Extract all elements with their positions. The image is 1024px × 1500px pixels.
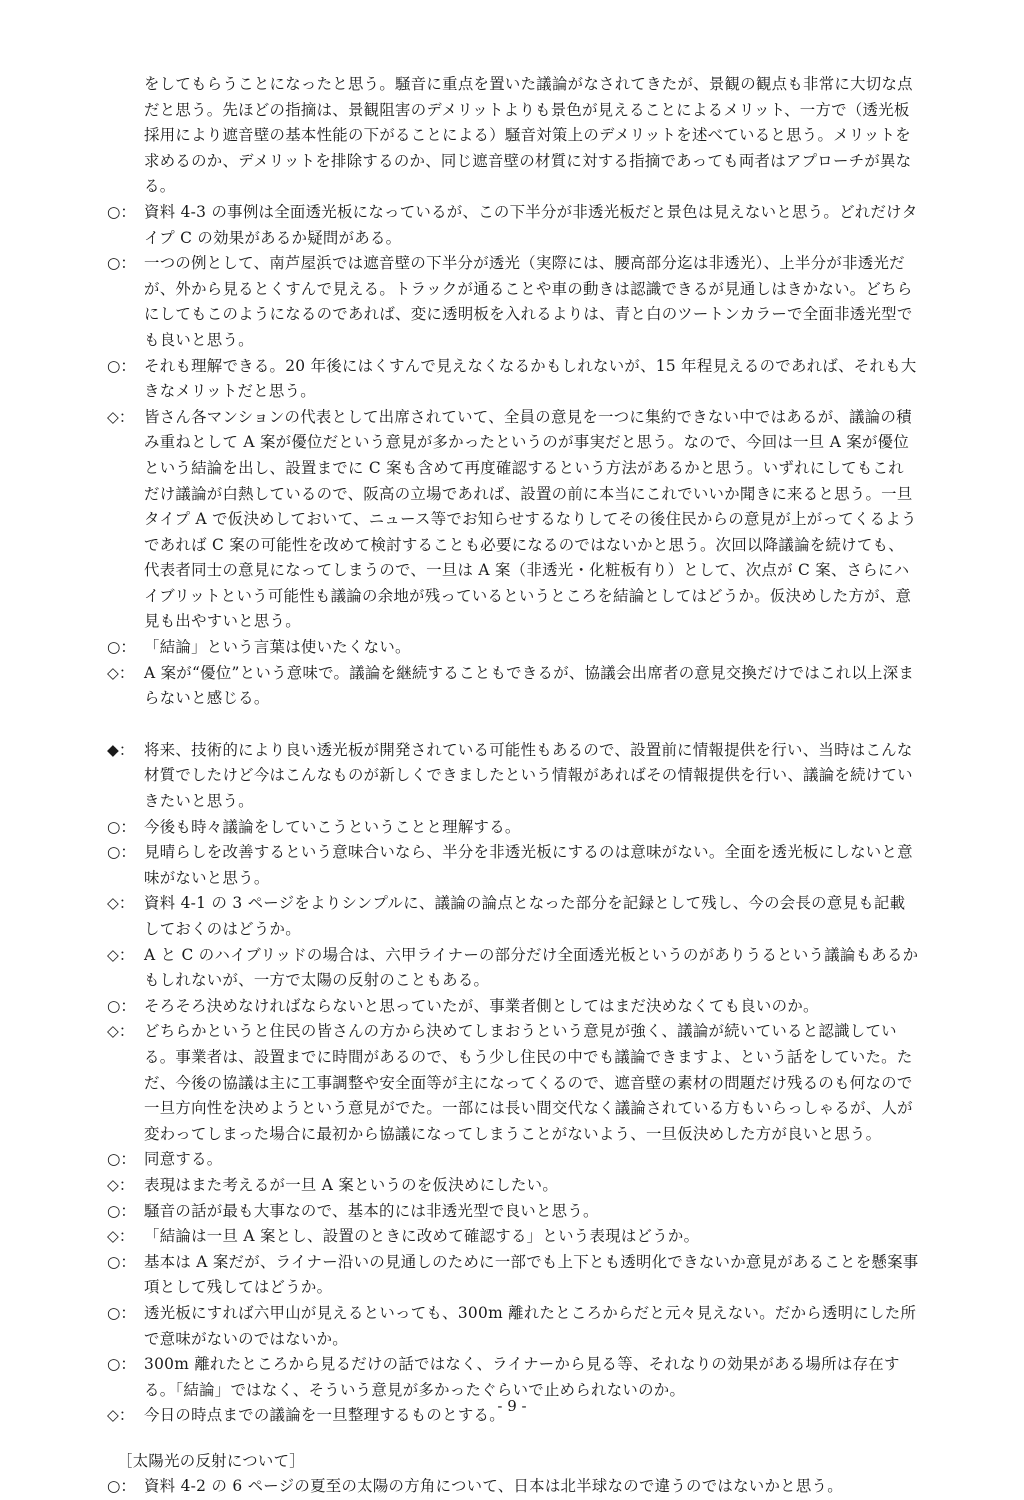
- comment-text: A 案が“優位”という意味で。議論を継続することもできるが、協議会出席者の意見交換だけではこれ以上深まらないと感じる。: [144, 663, 915, 708]
- comment-text: 「結論は一旦 A 案とし、設置のときに改めて確認する」という表現はどうか。: [144, 1227, 700, 1246]
- comment-text: 今後も時々議論をしていこうということと理解する。: [144, 817, 521, 836]
- comment-entry: [107, 1224, 919, 1250]
- continuation-paragraph: をしてもらうことになったと思う。騒音に重点を置いた議論がなされてきたが、景観の観点も非常に大切な点だと思う。先ほどの指摘は、景観阻害のデメリットよりも景色が見えることによるメリット、一方で（透光板採用により遮音壁の基本性能の下がることによる）騒音対策上のデメリットを述べていると思う。メリットを求めるのか、デメリットを排除するのか、同じ遮音壁の材質に対する指摘であっても両者はアプローチが異なる。: [144, 75, 913, 196]
- comment-text: 透光板にすれば六甲山が見えるといっても、300m 離れたところからだと元々見えない。だから透明にした所で意味がないのではないか。: [144, 1303, 917, 1348]
- comment-entry: [107, 1352, 919, 1403]
- comment-entry: [107, 738, 919, 815]
- comment-entry: [107, 994, 919, 1020]
- speaker-marker: ○：: [107, 254, 136, 273]
- comment-entry: [107, 1301, 919, 1352]
- speaker-marker: ◇：: [107, 663, 135, 682]
- comment-text: 見晴らしを改善するという意味合いなら、半分を非透光板にするのは意味がない。全面を透光板にしないと意味がないと思う。: [144, 843, 913, 887]
- speaker-marker: ◇：: [107, 407, 135, 426]
- minutes-body: [107, 72, 919, 1500]
- comment-text: 一つの例として、南芦屋浜では遮音壁の下半分が透光（実際には、腰高部分迄は非透光）、上半分が非透光だが、外から見るとくすんで見える。トラックが通ることや車の動きは認識できるが見通しはきかない。どちらにしてもこのようになるのであれば、変に透明板を入れるよりは、青と白のツートンカラーで全面非透光型でも良いと思う。: [144, 254, 913, 349]
- speaker-marker: ◆：: [107, 740, 135, 759]
- comment-text: 「結論」という言葉は使いたくない。: [144, 638, 411, 657]
- comment-entry: [107, 1173, 919, 1199]
- speaker-marker: ○：: [107, 843, 136, 862]
- speaker-marker: ○：: [107, 1201, 136, 1220]
- speaker-marker: ○：: [107, 1303, 136, 1322]
- comment-entry: [107, 1250, 919, 1301]
- comment-text: そろそろ決めなければならないと思っていたが、事業者側としてはまだ決めなくても良いのか。: [144, 996, 819, 1015]
- comment-text: 表現はまた考えるが一旦 A 案というのを仮決めにしたい。: [144, 1175, 559, 1194]
- speaker-marker: ◇：: [107, 894, 135, 913]
- comment-group-a: [107, 200, 919, 712]
- comment-entry: [107, 354, 919, 405]
- comment-text: 資料 4-1 の 3 ページをよりシンプルに、議論の論点となった部分を記録として残し、今の会長の意見も記載しておくのはどうか。: [144, 894, 906, 938]
- speaker-marker: ○：: [107, 1252, 136, 1271]
- comment-text: 皆さん各マンションの代表として出席されていて、全員の意見を一つに集約できない中ではあるが、議論の積み重ねとして A 案が優位だという意見が多かったというのが事実だと思う。なので、今回は一旦 A 案が優位という結論を出し、設置までに C 案も含めて再度確認するという方法があるかと思う。いずれにしてもこれだけ議論が白熱しているので、阪高の立場であれば、設置の前に本当にこれでいいか聞きに来ると思う。一旦タイプ A で仮決めしておいて、ニュース等でお知らせするなりしてその後住民からの意見が上がってくるようであれば C 案の可能性を改めて検討することも必要になるのではないかと思う。次回以降議論を続けても、代表者同士の意見になってしまうので、一旦は A 案（非透光・化粧板有り）として、次点が C 案、さらにハイブリットという可能性も議論の余地が残っているというところを結論としてはどうか。仮決めした方が、意見も出やすいと思う。: [144, 407, 917, 631]
- comment-entry: [107, 815, 919, 841]
- speaker-marker: ○：: [107, 202, 136, 221]
- comment-group-c: [107, 1474, 919, 1500]
- speaker-marker: ○：: [107, 1477, 136, 1496]
- speaker-marker: ○：: [107, 817, 136, 836]
- section-heading: ［太陽光の反射について］: [117, 1451, 305, 1470]
- comment-entry: [107, 891, 919, 942]
- comment-text: A と C のハイブリッドの場合は、六甲ライナーの部分だけ全面透光板というのがありうるという議論もあるかもしれないが、一方で太陽の反射のこともある。: [144, 945, 919, 990]
- speaker-marker: ◇：: [107, 945, 135, 964]
- comment-entry: [107, 840, 919, 891]
- comment-entry: [107, 635, 919, 661]
- comment-entry: [107, 251, 919, 353]
- speaker-marker: ○：: [107, 1150, 136, 1169]
- comment-text: 資料 4-2 の 6 ページの夏至の太陽の方角について、日本は北半球なので違うのではないかと思う。: [144, 1477, 843, 1496]
- comment-text: 騒音の話が最も大事なので、基本的には非透光型で良いと思う。: [144, 1201, 599, 1220]
- comment-entry: [107, 1019, 919, 1147]
- speaker-marker: ○：: [107, 1355, 136, 1374]
- speaker-marker: ○：: [107, 996, 136, 1015]
- comment-text: 資料 4-3 の事例は全面透光板になっているが、この下半分が非透光板だと景色は見えないと思う。どれだけタイプ C の効果があるか疑問がある。: [144, 202, 918, 247]
- blank-line: [107, 712, 919, 738]
- comment-text: 300m 離れたところから見るだけの話ではなく、ライナーから見る等、それなりの効果がある場所は存在する。「結論」ではなく、そういう意見が多かったぐらいで止められないのか。: [144, 1355, 900, 1399]
- page-number: - 9 -: [497, 1397, 527, 1415]
- comment-entry: [107, 1474, 919, 1500]
- comment-entry: [107, 943, 919, 994]
- comment-text: それも理解できる。20 年後にはくすんで見えなくなるかもしれないが、15 年程見えるのであれば、それも大きなメリットだと思う。: [144, 356, 917, 401]
- speaker-marker: ◇：: [107, 1022, 135, 1041]
- comment-text: 基本は A 案だが、ライナー沿いの見通しのために一部でも上下とも透明化できないか意見があることを懸案事項として残してはどうか。: [144, 1252, 919, 1297]
- comment-entry: [107, 405, 919, 635]
- comment-entry: [107, 200, 919, 251]
- speaker-marker: ○：: [107, 638, 136, 657]
- comment-group-b: [107, 738, 919, 1429]
- speaker-marker: ◇：: [107, 1175, 135, 1194]
- comment-entry: [107, 1199, 919, 1225]
- comment-text: 今日の時点までの議論を一旦整理するものとする。: [144, 1406, 505, 1425]
- comment-text: どちらかというと住民の皆さんの方から決めてしまおうという意見が強く、議論が続いていると認識している。事業者は、設置までに時間があるので、もう少し住民の中でも議論できますよ、という話をしていた。ただ、今後の協議は主に工事調整や安全面等が主になってくるので、遮音壁の素材の問題だけ残るのも何なので一旦方向性を決めようという意見がでた。一部には長い間交代なく議論されている方もいらっしゃるが、人が変わってしまった場合に最初から協議になってしまうことがないよう、一旦仮決めした方が良いと思う。: [144, 1022, 913, 1143]
- comment-entry: [107, 661, 919, 712]
- blank-line: [107, 1429, 919, 1449]
- comment-entry: [107, 1147, 919, 1173]
- speaker-marker: ◇：: [107, 1227, 135, 1246]
- comment-text: 将来、技術的により良い透光板が開発されている可能性もあるので、設置前に情報提供を行い、当時はこんな材質でしたけど今はこんなものが新しくできましたという情報があればその情報提供を行い、議論を続けていきたいと思う。: [144, 740, 913, 811]
- comment-text: 同意する。: [144, 1150, 223, 1169]
- speaker-marker: ○：: [107, 356, 136, 375]
- speaker-marker: ◇：: [107, 1406, 135, 1425]
